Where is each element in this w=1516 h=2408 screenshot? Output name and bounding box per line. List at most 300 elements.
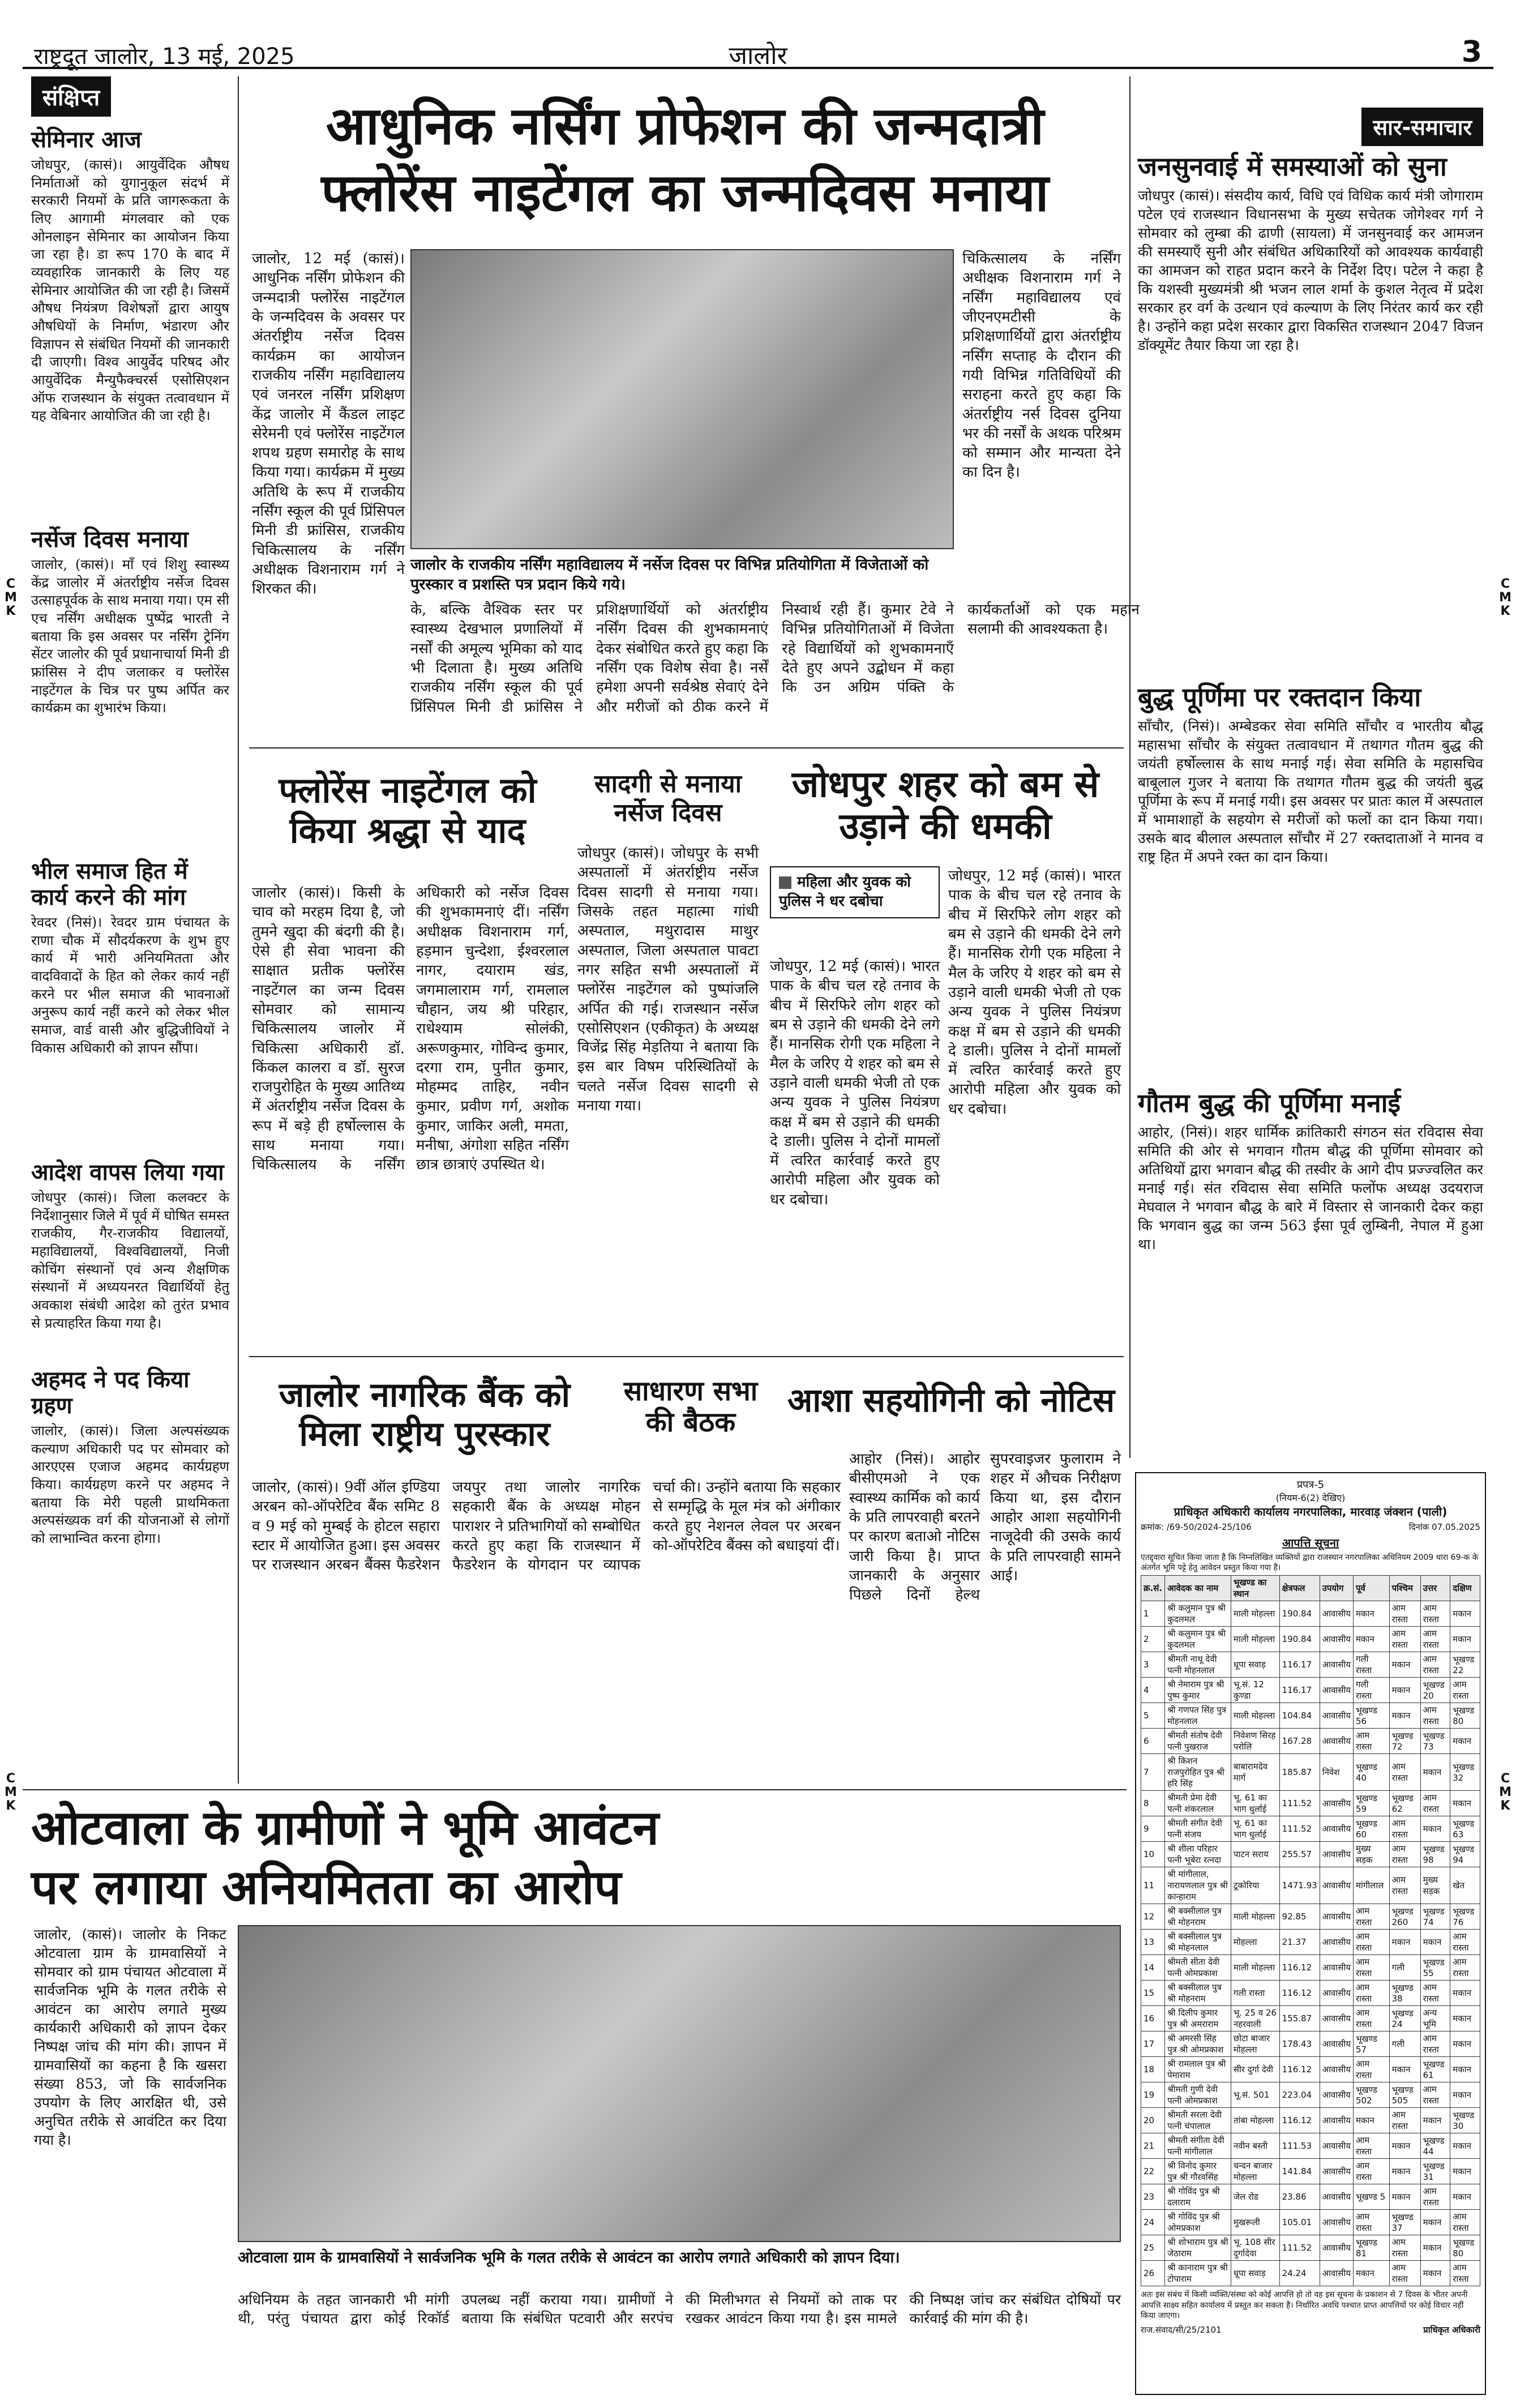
notice-table [1141, 1575, 1480, 2286]
highlight-box: महिला और युवक को पुलिस ने धर दबोचा [770, 866, 940, 918]
table-cell: मकान [1353, 1601, 1389, 1627]
table-cell: 4 [1141, 1678, 1165, 1703]
column-rule [1129, 76, 1130, 1458]
story-body: जोधपुर (कासं)। जोधपुर के सभी अस्पतालों में अंतर्राष्ट्रीय नर्सेज दिवस सादगी से मनाया गया। जिसके तहत महात्मा गांधी अस्पताल, मथुरादास माथुर अस्पताल, जिला अस्पताल पावटा नगर सहित सभी अस्पतालों में फ्लोरेंस नाइटेंगल को पुष्पांजलि अर्पित की गई। राजस्थान नर्सेज एसोसिएशन (एकीकृत) के अध्यक्ष विजेंद्र सिंह मेड़तिया ने बताया कि इस बार विषम परिस्थितियों के चलते नर्सेज दिवस सादगी से मनाया गया। [577, 845, 759, 1115]
table-cell: श्री मांगीलाल, नारायणलाल पुत्र श्री कान्हाराम [1165, 1867, 1231, 1904]
story-body: जालोर, (कासं)। जालोर के निकट ओटवाला ग्राम के ग्रामवासियों ने सोमवार को ग्राम पंचायत ओटवाला में सार्वजनिक भूमि के गलत तरीके से आवंटन का आरोप लगाते मुख्य कार्यकारी अधिकारी को ज्ञापन देकर निष्पक्ष जांच की मांग की। ज्ञापन में ग्रामवासियों का कहना है कि खसरा संख्या 853, जो कि सार्वजनिक उपयोग के लिए आरक्षित थी, उसे अनुचित तरीके से आवंटित कर दिया गया है। [34, 1926, 226, 2148]
table-cell: श्रीमती नाथू देवी पत्नी मोहनलाल [1165, 1652, 1231, 1678]
table-cell: मकान [1389, 1652, 1420, 1678]
notice-ro: राज.संवाद/सी/25/2101 [1141, 2324, 1222, 2335]
table-row [1141, 2082, 1480, 2108]
table-cell: आवासीय [1320, 1627, 1353, 1652]
table-cell: 255.57 [1279, 1842, 1320, 1867]
story-headline: साधारण सभा की बैठक [623, 1375, 758, 1439]
notice-column-header: उपयोग [1320, 1576, 1353, 1601]
table-row [1141, 1627, 1480, 1652]
table-row [1141, 1867, 1480, 1904]
table-cell: आवासीय [1320, 1601, 1353, 1627]
table-cell: भूखण्ड 63 [1450, 1816, 1480, 1842]
table-row [1141, 2235, 1480, 2261]
table-cell: भूखण्ड 5 [1353, 2184, 1389, 2210]
table-cell: भूखण्ड 260 [1389, 1904, 1420, 1930]
table-cell: आवासीय [1320, 2159, 1353, 2184]
story-body: जोधपुर, 12 मई (कासं)। भारत पाक के बीच चल रहे तनाव के बीच में सिरफिरे लोग शहर को बम से उड़ाने की धमकी देने लगे हैं। मानसिक रोगी एक महिला ने मैल के जरिए ये शहर को बम से उड़ाने वाली धमकी भेजी तो एक अन्य युवक ने पुलिस नियंत्रण कक्ष में बम से उड़ाने की धमकी दे डाली। पुलिस ने दोनों मामलों में त्वरित कार्रवाई करते हुए आरोपी महिला और युवक को धर दबोचा। [770, 958, 940, 1208]
table-cell: आवासीय [1320, 1981, 1353, 2006]
table-cell: भूखण्ड 38 [1389, 1981, 1420, 2006]
table-cell: भूखण्ड 31 [1420, 2159, 1450, 2184]
table-cell: श्री नेमाराम पुत्र श्री पुष्प कुमार [1165, 1678, 1231, 1703]
table-cell: भूखण्ड 76 [1450, 1904, 1480, 1930]
table-cell: आम रास्ता [1450, 1955, 1480, 1981]
table-cell: भू. 108 सीर दुर्गादेवा [1231, 2235, 1279, 2261]
table-cell: माली मोहल्ला [1231, 1601, 1279, 1627]
table-cell: 92.85 [1279, 1904, 1320, 1930]
table-cell: 13 [1141, 1930, 1165, 1955]
table-cell: 116.12 [1279, 1981, 1320, 2006]
table-cell: आम रास्ता [1450, 2210, 1480, 2235]
table-cell: 111.52 [1279, 1816, 1320, 1842]
notice-column-header: क्र.सं. [1141, 1576, 1165, 1601]
table-cell: श्रीमती सरला देवी पत्नी चंपालाल [1165, 2108, 1231, 2133]
table-row [1141, 2057, 1480, 2082]
table-cell: मकान [1420, 2108, 1450, 2133]
section-rule [249, 747, 1124, 749]
table-cell: आम रास्ता [1389, 1867, 1420, 1904]
table-cell: माली मोहल्ला [1231, 1627, 1279, 1652]
table-cell: मोहल्ला [1231, 1930, 1279, 1955]
photo-caption: जालोर के राजकीय नर्सिंग महाविद्यालय में नर्सेज दिवस पर विभिन्न प्रतियोगिता में विजेताओं को पुरस्कार व प्रशस्ति पत्र प्रदान किये गये। [410, 556, 929, 594]
otwala-headline: ओटवाला के ग्रामीणों ने भूमि आवंटन पर लगाया अनियमितता का आरोप [31, 1800, 659, 1915]
table-cell: आवासीय [1320, 1791, 1353, 1816]
main-story-body: चिकित्सालय के नर्सिंग अधीक्षक विशनाराम गर्ग ने नर्सिंग महाविद्यालय एवं जीएनएमटीसी के प्रशिक्षणार्थियों द्वारा अंतर्राष्ट्रीय नर्सिंग सप्ताह के दौरान की गयी विभिन्न गतिविधियों की सराहना करते हुए कहा कि अंतर्राष्ट्रीय नर्स दिवस दुनिया भर की नर्सों के अथक परिश्रम को सम्मान और मान्यता देने का दिन है। [962, 250, 1121, 481]
notice-footer: अतः इस संबंध में किसी व्यक्ति/संस्था को कोई आपत्ति हो तो वह इस सूचना के प्रकाशन से 7 दिवस के भीतर अपनी आपत्ति साक्ष्य सहित कार्यालय में प्रस्तुत कर सकता है। निर्धारित अवधि पश्चात प्राप्त आपत्तियों पर कोई विचार नहीं किया जाएगा। [1141, 2290, 1468, 2320]
main-story-body: जालोर, 12 मई (कासं)। आधुनिक नर्सिंग प्रोफेशन की जन्मदात्री फ्लोरेंस नाइटेंगल के जन्मदिवस के अवसर पर अंतर्राष्ट्रीय नर्सेज दिवस कार्यक्रम का आयोजन राजकीय नर्सिंग महाविद्यालय एवं जनरल नर्सिंग प्रशिक्षण केंद्र जालोर में कैंडल लाइट सेरेमनी एवं फ्लोरेंस नाइटेंगल शपथ ग्रहण समारोह के साथ किया गया। कार्यक्रम में मुख्य अतिथि के रूप में राजकीय नर्सिंग स्कूल की पूर्व प्रिंसिपल मिनी डी फ्रांसिस, राजकीय चिकित्सालय के नर्सिंग अधीक्षक विशनाराम गर्ग ने शिरकत की। [252, 250, 405, 598]
table-cell: 26 [1141, 2261, 1165, 2286]
table-cell: मकान [1389, 2133, 1420, 2159]
table-row [1141, 1930, 1480, 1955]
table-cell: 5 [1141, 1703, 1165, 1729]
nursing-college-photo [410, 249, 954, 549]
table-cell: मकान [1389, 1703, 1420, 1729]
table-cell: 116.12 [1279, 2108, 1320, 2133]
table-cell: बाबारामदेव मार्ग [1231, 1754, 1279, 1791]
table-row [1141, 1791, 1480, 1816]
table-cell: 116.17 [1279, 1678, 1320, 1703]
table-cell: आम रास्ता [1353, 2133, 1389, 2159]
table-cell: आम रास्ता [1389, 1601, 1420, 1627]
section-label: संक्षिप्त [31, 76, 111, 117]
table-cell: मुख्य सड़क [1420, 1867, 1450, 1904]
table-cell: श्रीमती प्रेमा देवी पत्नी शंकरलाल [1165, 1791, 1231, 1816]
news-headline: बुद्ध पूर्णिमा पर रक्तदान किया [1138, 681, 1421, 712]
story-body: जालोर, (कासं)। 9वीं ऑल इण्डिया अरबन को-ऑपरेटिव बैंक समिट 8 व 9 मई को मुम्बई के होटल सहारा स्टार में आयोजित हुआ। इस अवसर पर राजस्थान अरबन बैंक्स फैडरेशन जयपुर तथा जालोर नागरिक सहकारी बैंक के अध्यक्ष मोहन पाराशर ने प्रतिभागियों को सम्बोधित करते हुए कहा कि राजस्थान में फैडरेशन के योगदान पर व्यापक चर्चा की। उन्होंने बताया कि सहकार से सम्मृद्धि के मूल मंत्र को अंगीकार करते हुए नेशनल लेवल पर अरबन को-ऑपरेटिव बैंक्स को बधाइयां दीं। [252, 1479, 841, 1574]
table-cell: 178.43 [1279, 2031, 1320, 2057]
table-cell: भूखण्ड 505 [1389, 2082, 1420, 2108]
table-cell: तांबा मोहल्ला [1231, 2108, 1279, 2133]
table-cell: गली रास्ता [1353, 1652, 1389, 1678]
table-cell: मकान [1389, 1678, 1420, 1703]
table-cell: 190.84 [1279, 1601, 1320, 1627]
notice-office: प्राधिकृत अधिकारी कार्यालय नगरपालिका, मारवाड़ जंक्शन (पाली) [1174, 1505, 1448, 1519]
table-cell: भू.सं. 501 [1231, 2082, 1279, 2108]
table-cell: मकान [1450, 1791, 1480, 1816]
table-cell: मकान [1420, 2261, 1450, 2286]
notice-title: आपत्ति सूचना [1282, 1536, 1339, 1550]
table-cell: 15 [1141, 1981, 1165, 2006]
brief-body: रेवदर (निसं)। रेवदर ग्राम पंचायत के राणा चौक में सौदर्यकरण के शुभ हुए कार्य में भारी अनियमितता और वादविवादों के हित को लेकर कार्य नहीं करने पर भील समाज की भावनाओं अनुरूप कार्य नहीं करने को लेकर भील समाज, वार्ड वासी और बुद्धिजीवियों ने विकास अधिकारी को ज्ञापन सौंपा। [31, 914, 229, 1056]
table-row [1141, 2159, 1480, 2184]
table-cell: भूखण्ड 62 [1389, 1791, 1420, 1816]
notice-rule: (नियम-6(2) देखिए) [1275, 1492, 1346, 1503]
table-cell: श्री किशन राजपुरोहित पुत्र श्री हरि सिंह [1165, 1754, 1231, 1791]
table-cell: श्री कानाराम पुत्र श्री टोपाराम [1165, 2261, 1231, 2286]
table-cell: मकान [1450, 1981, 1480, 2006]
table-cell: भूखण्ड 22 [1450, 1652, 1480, 1678]
table-cell: मकान [1389, 2057, 1420, 2082]
table-cell: जेल रोड [1231, 2184, 1279, 2210]
table-cell: भूखण्ड 98 [1420, 1842, 1450, 1867]
table-cell: श्री अमरसी सिंह पुत्र श्री ओमप्रकाश [1165, 2031, 1231, 2057]
table-cell: आम रास्ता [1389, 2261, 1420, 2286]
table-cell: आवासीय [1320, 2261, 1353, 2286]
table-cell: श्री कलुमान पुत्र श्री कुदलमल [1165, 1627, 1231, 1652]
table-cell: आम रास्ता [1450, 2261, 1480, 2286]
table-cell: 23 [1141, 2184, 1165, 2210]
table-cell: श्री विनोद कुमार पुत्र श्री गौरवसिंह [1165, 2159, 1231, 2184]
notice-column-header: दक्षिण [1450, 1576, 1480, 1601]
story-headline: फ्लोरेंस नाइटेंगल को किया श्रद्धा से याद [279, 769, 537, 852]
table-cell: 10 [1141, 1842, 1165, 1867]
table-cell: श्री दिलीप कुमार पुत्र श्री अमराराम [1165, 2006, 1231, 2031]
table-cell: नवीन बस्ती [1231, 2133, 1279, 2159]
story-body: अधिनियम के तहत जानकारी भी मांगी थी, परंतु पंचायत द्वारा कोई रिकॉर्ड उपलब्ध नहीं कराया गया। ग्रामीणों ने बताया कि संबंधित पटवारी और सरपंच की मिलीभगत से नियमों को ताक पर रखकर आवंटन किया गया है। इस मामले की निष्पक्ष जांच कर संबंधित दोषियों पर कार्रवाई की मांग की है। [238, 2291, 1121, 2326]
table-cell: श्री रामलाल पुत्र श्री पेमाराम [1165, 2057, 1231, 2082]
table-cell: मकान [1420, 1816, 1450, 1842]
table-cell: मकान [1450, 1601, 1480, 1627]
table-cell: आवासीय [1320, 2108, 1353, 2133]
table-cell: पाटन सराय [1231, 1842, 1279, 1867]
table-row [1141, 1652, 1480, 1678]
table-cell: मकान [1389, 1930, 1420, 1955]
table-cell: टूकोरिया [1231, 1867, 1279, 1904]
table-row [1141, 2031, 1480, 2057]
table-cell: धूपा सवाड़ [1231, 1652, 1279, 1678]
table-cell: आम रास्ता [1353, 2159, 1389, 2184]
table-cell: 22 [1141, 2159, 1165, 2184]
table-cell: आवासीय [1320, 2006, 1353, 2031]
table-cell: आम रास्ता [1420, 1981, 1450, 2006]
table-cell: मकान [1450, 2031, 1480, 2057]
table-cell: आम रास्ता [1389, 2108, 1420, 2133]
table-row [1141, 1729, 1480, 1754]
table-cell: श्री कलुमान पुत्र श्री कुदलमल [1165, 1601, 1231, 1627]
registration-mark: C M K [1499, 1772, 1511, 1814]
brief-body: जालोर, (कासं)। माँ एवं शिशु स्वास्थ्य केंद्र जालोर में अंतर्राष्ट्रीय नर्सेज दिवस उत्साहपूर्वक के साथ मनाया गया। एम सी एच नर्सिंग अधीक्षक पुष्पेंद्र भारती ने बताया कि इस अवसर पर नर्सिंग ट्रेनिंग सेंटर जालोर की पूर्व प्रधानाचार्या मिनी डी फ्रांसिस ने दीप जलाकर व फ्लोरेंस नाइटेंगल के चित्र पर पुष्प अर्पित कर कार्यक्रम का शुभारंभ किया। [31, 557, 229, 716]
table-cell: आवासीय [1320, 1816, 1353, 1842]
notice-column-header: आवेदक का नाम [1165, 1576, 1231, 1601]
brief-title: नर्सेज दिवस मनाया [31, 527, 189, 553]
table-cell: चन्दन बाजार मोहल्ला [1231, 2159, 1279, 2184]
table-cell: 16 [1141, 2006, 1165, 2031]
table-cell: 111.52 [1279, 1791, 1320, 1816]
registration-mark: C M K [5, 577, 17, 619]
table-cell: आम रास्ता [1353, 2057, 1389, 2082]
table-cell: मकान [1450, 2082, 1480, 2108]
table-row [1141, 2184, 1480, 2210]
table-cell: आम रास्ता [1420, 1627, 1450, 1652]
table-cell: भूखण्ड 20 [1420, 1678, 1450, 1703]
table-cell: मकान [1420, 2235, 1450, 2261]
table-cell: श्रीमती संगीत देवी पत्नी संजय [1165, 1816, 1231, 1842]
notice-column-header: पश्चिम [1389, 1576, 1420, 1601]
table-cell: 116.12 [1279, 1955, 1320, 1981]
table-cell: आवासीय [1320, 1867, 1353, 1904]
table-row [1141, 1955, 1480, 1981]
table-cell: मुखरूली [1231, 2210, 1279, 2235]
table-cell: मकान [1389, 2184, 1420, 2210]
table-cell: 105.01 [1279, 2210, 1320, 2235]
table-cell: 190.84 [1279, 1627, 1320, 1652]
table-cell: आम रास्ता [1450, 1930, 1480, 1955]
table-cell: आम रास्ता [1389, 1842, 1420, 1867]
table-cell: 111.53 [1279, 2133, 1320, 2159]
left-brief-column [31, 76, 229, 1747]
table-cell: मकान [1353, 1627, 1389, 1652]
table-row [1141, 2108, 1480, 2133]
table-cell: 141.84 [1279, 2159, 1320, 2184]
brief-title: भील समाज हित में कार्य करने की मांग [31, 858, 188, 910]
table-cell: भूखण्ड 57 [1353, 2031, 1389, 2057]
table-cell: आम रास्ता [1353, 2210, 1389, 2235]
table-cell: 24 [1141, 2210, 1165, 2235]
table-cell: भूखण्ड 40 [1353, 1754, 1389, 1791]
table-cell: भूखण्ड 80 [1450, 1703, 1480, 1729]
table-cell: श्री बक्सीलाल पुत्र श्री मोहनराम [1165, 1904, 1231, 1930]
news-headline: गौतम बुद्ध की पूर्णिमा मनाई [1138, 1087, 1401, 1118]
section-label: सार-समाचार [1361, 108, 1483, 146]
table-cell: खेत [1450, 1867, 1480, 1904]
table-cell: 9 [1141, 1816, 1165, 1842]
table-cell: मकान [1353, 2261, 1389, 2286]
table-cell: श्रीमती गुणी देवी पत्नी ओमप्रकाश [1165, 2082, 1231, 2108]
table-cell: भूखण्ड 72 [1389, 1729, 1420, 1754]
table-cell: 24.24 [1279, 2261, 1320, 2286]
table-cell: भूखण्ड 74 [1420, 1904, 1450, 1930]
table-cell: 116.12 [1279, 2057, 1320, 2082]
table-cell: श्री बक्सीलाल पुत्र श्री मोहनलाल [1165, 1930, 1231, 1955]
main-headline: आधुनिक नर्सिंग प्रोफेशन की जन्मदात्री फ्लोरेंस नाइटेंगल का जन्मदिवस मनाया [321, 96, 1049, 223]
table-cell: आम रास्ता [1353, 1955, 1389, 1981]
table-cell: भूखण्ड 502 [1353, 2082, 1389, 2108]
table-cell: आवासीय [1320, 1930, 1353, 1955]
table-cell: 116.17 [1279, 1652, 1320, 1678]
header-date: राष्ट्रदूत जालोर, 13 मई, 2025 [34, 44, 295, 70]
registration-mark: C M K [1499, 577, 1511, 619]
page-number: 3 [1461, 35, 1482, 69]
table-cell: 155.87 [1279, 2006, 1320, 2031]
table-cell: भूखण्ड 59 [1353, 1791, 1389, 1816]
table-cell: आम रास्ता [1420, 1703, 1450, 1729]
table-cell: श्री बक्सीलाल पुत्र श्री मोहनराम [1165, 1981, 1231, 2006]
table-row [1141, 1754, 1480, 1791]
table-cell: आम रास्ता [1389, 1816, 1420, 1842]
table-cell: छोटा बाजार मोहल्ला [1231, 2031, 1279, 2057]
table-cell: मकान [1450, 1729, 1480, 1754]
table-cell: आम रास्ता [1420, 2082, 1450, 2108]
table-cell: भूखण्ड 37 [1389, 2210, 1420, 2235]
table-cell: मकान [1450, 2159, 1480, 2184]
table-cell: भूखण्ड 24 [1389, 2006, 1420, 2031]
brief-body: जालोर, (कासं)। जिला अल्पसंख्यक कल्याण अधिकारी पद पर सोमवार को आरएएस एजाज अहमद कार्यग्रहण किया। कार्यग्रहण करने पर अहमद ने बताया कि मेरी पहली प्राथमिकता अल्पसंख्यक वर्ग की योजनाओं से लोगों को लाभान्वित करना होगा। [31, 1423, 229, 1547]
table-cell: 23.86 [1279, 2184, 1320, 2210]
table-row [1141, 1981, 1480, 2006]
table-cell: आवासीय [1320, 1703, 1353, 1729]
table-cell: माली मोहल्ला [1231, 1904, 1279, 1930]
table-cell: मकान [1389, 2159, 1420, 2184]
table-cell: आम रास्ता [1420, 1791, 1450, 1816]
table-cell: 21 [1141, 2133, 1165, 2159]
photo-caption: ओटवाला ग्राम के ग्रामवासियों ने सार्वजनिक भूमि के गलत तरीके से आवंटन का आरोप लगाते अधिकारी को ज्ञापन दिया। [238, 2249, 900, 2266]
brief-title: अहमद ने पद किया ग्रहण [31, 1367, 190, 1419]
table-cell: आवासीय [1320, 1904, 1353, 1930]
table-cell: भू.सं. 12 कुण्डा [1231, 1678, 1279, 1703]
government-notice [1135, 1472, 1486, 2395]
table-cell: श्री शीला परिहार पत्नी भूबेरा रत्नदा [1165, 1842, 1231, 1867]
table-cell: आवासीय [1320, 1652, 1353, 1678]
table-cell: आवासीय [1320, 1678, 1353, 1703]
story-headline: आशा सहयोगिनी को नोटिस [787, 1381, 1115, 1419]
table-cell: गली रास्ता [1353, 1678, 1389, 1703]
table-cell: मकान [1420, 2210, 1450, 2235]
table-cell: माली मोहल्ला [1231, 1955, 1279, 1981]
table-cell: भूखण्ड 55 [1420, 1955, 1450, 1981]
table-cell: मकान [1420, 1930, 1450, 1955]
table-cell: आम रास्ता [1353, 1930, 1389, 1955]
table-cell: मांगीलाल [1353, 1867, 1389, 1904]
table-cell: धूपा सवाड़ [1231, 2261, 1279, 2286]
table-cell: अन्य भूमि [1420, 2006, 1450, 2031]
story-headline: जोधपुर शहर को बम से उड़ाने की धमकी [791, 764, 1099, 848]
right-news-column [1138, 108, 1483, 1389]
table-cell: गली [1389, 1955, 1420, 1981]
table-cell: आम रास्ता [1353, 2006, 1389, 2031]
notice-date: दिनांक 07.05.2025 [1408, 1522, 1480, 1532]
news-body: जोधपुर (कासं)। संसदीय कार्य, विधि एवं विधिक कार्य मंत्री जोगाराम पटेल एवं राजस्थान विधानसभा के मुख्य सचेतक जोगेश्वर गर्ग ने सोमवार को लुम्बा की ढाणी (सायला) में जनसुनवाई कर आमजन की समस्याएँ सुनी और संबंधित अधिकारियों को आवश्यक कार्यवाही का आमजन को राहत प्रदान करने के निर्देश दिए। पटेल ने कहा है कि यशस्वी मुख्यमंत्री श्री भजन लाल शर्मा के कुशल नेतृत्व में प्रदेश सरकार हर वर्ग के उत्थान एवं कल्याण के लिए निरंतर कार्य कर रही है। उन्होंने कहा प्रदेश सरकार द्वारा विकसित राजस्थान 2047 विजन डॉक्यूमेंट तैयार किया जा रहा है। [1138, 187, 1483, 353]
table-cell: मकान [1450, 1627, 1480, 1652]
table-cell: 14 [1141, 1955, 1165, 1981]
table-cell: 19 [1141, 2082, 1165, 2108]
table-cell: भूखण्ड 61 [1420, 2057, 1450, 2082]
table-cell: आवासीय [1320, 1955, 1353, 1981]
table-cell: भू. 25 व 26 नहरवाली [1231, 2006, 1279, 2031]
table-cell: भूखण्ड 94 [1450, 1842, 1480, 1867]
table-cell: आवासीय [1320, 2210, 1353, 2235]
table-cell: 6 [1141, 1729, 1165, 1754]
table-cell: आम रास्ता [1420, 1652, 1450, 1678]
notice-column-header: भूखण्ड का स्थान [1231, 1576, 1279, 1601]
table-row [1141, 2133, 1480, 2159]
table-cell: 185.87 [1279, 1754, 1320, 1791]
table-row [1141, 1678, 1480, 1703]
table-cell: भूखण्ड 80 [1450, 2235, 1480, 2261]
table-cell: माली मोहल्ला [1231, 1703, 1279, 1729]
table-cell: आम रास्ता [1353, 1729, 1389, 1754]
news-headline: जनसुनवाई में समस्याओं को सुना [1138, 151, 1447, 182]
table-cell: 7 [1141, 1754, 1165, 1791]
main-story-continuation: के, बल्कि वैश्विक स्तर पर स्वास्थ्य देखभाल प्रणालियों में नर्सों की अमूल्य भूमिका को याद भी दिलाता है। मुख्य अतिथि राजकीय नर्सिंग स्कूल की पूर्व प्रिंसिपल मिनी डी फ्रांसिस ने प्रशिक्षणार्थियों को अंतर्राष्ट्रीय नर्सिंग दिवस की शुभकामनाएं देकर संबोधित करते हुए कहा कि नर्सिंग एक विशेष सेवा है। नर्सें हमेशा अपनी सर्वश्रेष्ठ सेवाएं देने और मरीजों को ठीक करने में निस्वार्थ रही हैं। कुमार टेवे ने विभिन्न प्रतियोगिताओं में विजेता रहे विद्यार्थियों को शुभकामनाएँ देते हुए अपने उद्बोधन में कहा कि उन अग्रिम पंक्ति के कार्यकर्ताओं को एक महान सलामी की आवश्यकता है। [410, 601, 1140, 716]
notice-column-header: क्षेत्रफल [1279, 1576, 1320, 1601]
news-body: आहोर, (निसं)। शहर धार्मिक क्रांतिकारी संगठन संत रविदास सेवा समिति की ओर से भगवान गौतम बौद्ध की पूर्णिमा सोमवार को अतिथियों द्वारा भगवान बौद्ध की तस्वीर के आगे दीप प्रज्ज्वलित कर मनाई गई। संत रविदास सेवा समिति फलोंफ अध्यक्ष उदयराज मेघवाल ने भगवान बौद्ध के बारे में विस्तार से जानकारी देकर कहा कि भगवान बुद्ध का जन्म 563 ईसा पूर्व लुम्बिनी, नेपाल में हुआ था। [1138, 1123, 1483, 1252]
registration-mark: C M K [5, 1772, 17, 1814]
table-cell: 21.37 [1279, 1930, 1320, 1955]
table-cell: मुख्य सड़क [1353, 1842, 1389, 1867]
table-cell: आम रास्ता [1389, 2235, 1420, 2261]
table-cell: 3 [1141, 1652, 1165, 1678]
table-cell: 8 [1141, 1791, 1165, 1816]
notice-intro: एतद्द्वारा सूचित किया जाता है कि निम्नलिखित व्यक्तियों द्वारा राजस्थान नगरपालिका अधिनियम 2009 धारा 69-क के अंतर्गत भूमि पट्टे हेतु आवेदन प्रस्तुत किया गया है। [1141, 1553, 1479, 1573]
header-section: जालोर [729, 41, 787, 70]
brief-title: सेमिनार आज [31, 127, 142, 153]
table-cell: आवासीय [1320, 2031, 1353, 2057]
table-cell: आम रास्ता [1353, 1904, 1389, 1930]
table-cell: भूखण्ड 81 [1353, 2235, 1389, 2261]
table-cell: मकान [1420, 1754, 1450, 1791]
table-cell: आम रास्ता [1389, 1627, 1420, 1652]
table-cell: आवासीय [1320, 2235, 1353, 2261]
section-rule [249, 1356, 1124, 1357]
table-cell: गली [1389, 2031, 1420, 2057]
table-row [1141, 2210, 1480, 2235]
table-cell: भूखण्ड 60 [1353, 1816, 1389, 1842]
table-row [1141, 1816, 1480, 1842]
table-cell: मकान [1450, 2133, 1480, 2159]
table-row [1141, 1601, 1480, 1627]
table-cell: आवासीय [1320, 1729, 1353, 1754]
table-cell: 25 [1141, 2235, 1165, 2261]
brief-title: आदेश वापस लिया गया [31, 1160, 224, 1186]
table-cell: 18 [1141, 2057, 1165, 2082]
table-cell: आम रास्ता [1353, 1981, 1389, 2006]
table-cell: गली रास्ता [1231, 1981, 1279, 2006]
notice-signature: प्राधिकृत अधिकारी [1423, 2324, 1480, 2335]
table-cell: श्रीमती सीता देवी पत्नी ओमप्रकाश [1165, 1955, 1231, 1981]
table-cell: 11 [1141, 1867, 1165, 1904]
news-body: साँचौर, (निसं)। अम्बेडकर सेवा समिति साँचौर व भारतीय बौद्ध महासभा साँचौर के संयुक्त तत्वावधान में तथागत गौतम बुद्ध की जयंती हर्षोल्लास के साथ मनाई गई। सेवा समिति के महासचिव बाबूलाल गुजर ने बताया कि तथागत गौतम बुद्ध की जयंती बुद्ध पूर्णिमा के रूप में मनाई गयी। इस अवसर पर प्रातः काल में अस्पताल में भामाशाहों के सहयोग से मरीजों को फलों का दान किया गया। उसके बाद बीलाल अस्पताल साँचौर में 27 रक्तदाताओं ने मानव व राष्ट्र हित में अपने रक्त का दान किया। [1138, 717, 1483, 865]
table-cell: श्री गणपत सिंह पुत्र मोहनलाल [1165, 1703, 1231, 1729]
table-cell: मकान [1353, 2108, 1389, 2133]
table-cell: निवेश [1320, 1754, 1353, 1791]
table-cell: भू. 61 का भाग धुर्लाई [1231, 1791, 1279, 1816]
table-cell: सीर दुर्गा देवी [1231, 2057, 1279, 2082]
table-cell: 111.52 [1279, 2235, 1320, 2261]
brief-body: जोधपुर (कासं)। जिला कलक्टर के निर्देशानुसार जिले में पूर्व में घोषित समस्त राजकीय, गैर-राजकीय विद्यालयों, महाविद्यालयों, विश्वविद्यालयों, निजी कोचिंग संस्थानों एवं अन्य शैक्षणिक संस्थानों में अध्ययनरत विद्यार्थियों हेतु अवकाश संबंधी आदेश को तुरंत प्रभाव से प्रत्याहरित किया गया है। [31, 1190, 229, 1331]
table-row [1141, 1703, 1480, 1729]
villagers-photo [238, 1925, 1121, 2242]
table-row [1141, 1842, 1480, 1867]
table-cell: आम रास्ता [1450, 1678, 1480, 1703]
bullet-icon [779, 876, 791, 889]
table-cell: भूखण्ड 30 [1450, 2108, 1480, 2133]
table-cell: श्री शोभाराम पुत्र श्री जेठाराम [1165, 2235, 1231, 2261]
table-cell: श्रीमती संगीता देवी पत्नी मांगीलाल [1165, 2133, 1231, 2159]
notice-form-no: प्रपत्र-5 [1296, 1479, 1325, 1491]
table-cell: 12 [1141, 1904, 1165, 1930]
table-row [1141, 2261, 1480, 2286]
table-cell: भूखण्ड 44 [1420, 2133, 1450, 2159]
table-cell: आम रास्ता [1420, 1601, 1450, 1627]
story-headline: सादगी से मनाया नर्सेज दिवस [594, 769, 742, 827]
header-rule [23, 67, 1493, 69]
